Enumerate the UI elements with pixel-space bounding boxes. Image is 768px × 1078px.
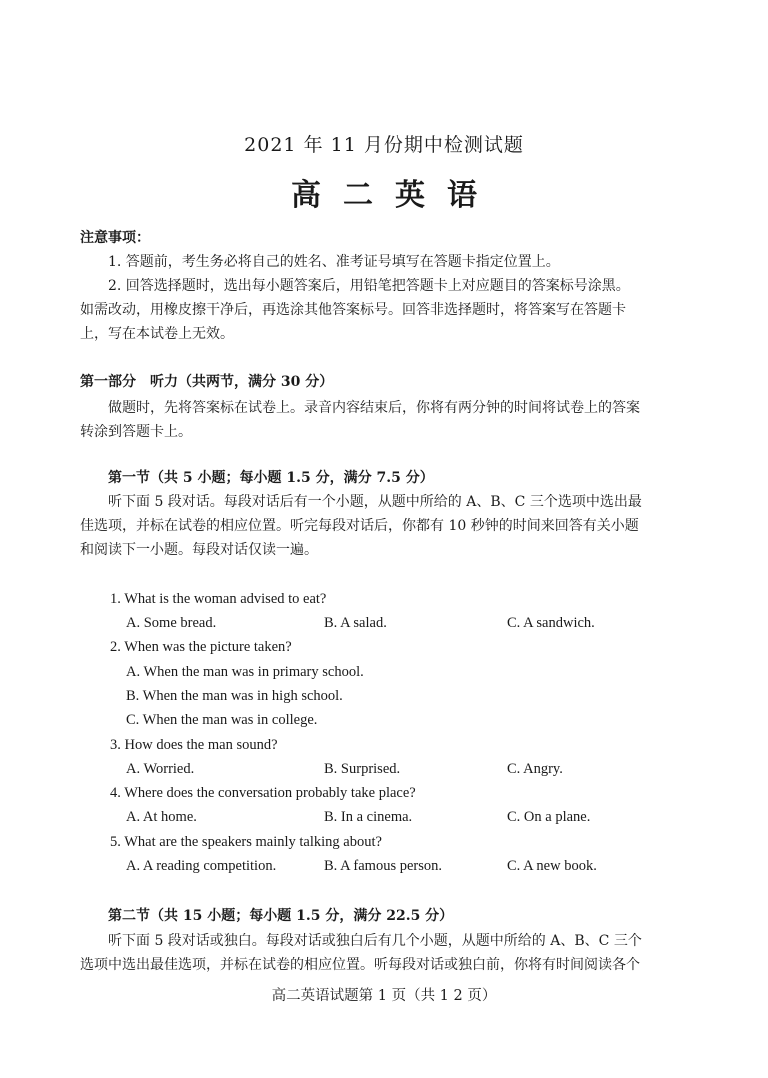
- section2-intro-line-2: 选项中选出最佳选项，并标在试卷的相应位置。听每段对话或独白前，你将有时间阅读各个: [80, 957, 640, 973]
- question-4-option-a: A. At home.: [126, 809, 197, 825]
- question-5-option-c: C. A new book.: [507, 858, 597, 874]
- question-3-stem: 3. How does the man sound?: [110, 737, 278, 753]
- notice-item-2-line-2: 如需改动，用橡皮擦干净后，再选涂其他答案标号。回答非选择题时，将答案写在答题卡: [80, 302, 626, 318]
- question-1-option-c: C. A sandwich.: [507, 615, 595, 631]
- question-2-option-a: A. When the man was in primary school.: [126, 664, 364, 680]
- section1-intro-line-1: 听下面 5 段对话。每段对话后有一个小题，从题中所给的 A、B、C 三个选项中选出最: [108, 494, 642, 510]
- section2-intro-line-1: 听下面 5 段对话或独白。每段对话或独白后有几个小题，从题中所给的 A、B、C 三个: [108, 933, 642, 949]
- question-2-option-c: C. When the man was in college.: [126, 712, 318, 728]
- notice-heading: 注意事项：: [80, 230, 150, 246]
- section1-intro-line-2: 佳选项，并标在试卷的相应位置。听完每段对话后，你都有 10 秒钟的时间来回答有关小题: [80, 518, 639, 534]
- exam-title: 2021 年 11 月份期中检测试题: [244, 134, 524, 156]
- question-3-option-c: C. Angry.: [507, 761, 563, 777]
- subject-title: 高二英语: [291, 178, 499, 213]
- notice-item-2-line-1: 2. 回答选择题时，选出每小题答案后，用铅笔把答题卡上对应题目的答案标号涂黑。: [108, 278, 630, 294]
- question-4-stem: 4. Where does the conversation probably take place?: [110, 785, 416, 801]
- section2-heading: 第二节（共 15 小题；每小题 1.5 分，满分 22.5 分）: [108, 908, 454, 924]
- question-3-option-b: B. Surprised.: [324, 761, 401, 777]
- part1-heading: 第一部分 听力（共两节，满分 30 分）: [80, 374, 334, 390]
- part1-intro-line-2: 转涂到答题卡上。: [80, 424, 192, 440]
- notice-item-1: 1. 答题前，考生务必将自己的姓名、准考证号填写在答题卡指定位置上。: [108, 254, 560, 270]
- notice-item-2-line-3: 上，写在本试卷上无效。: [80, 326, 234, 342]
- question-3-option-a: A. Worried.: [126, 761, 195, 777]
- part1-intro-line-1: 做题时，先将答案标在试卷上。录音内容结束后，你将有两分钟的时间将试卷上的答案: [108, 400, 640, 416]
- question-4-option-b: B. In a cinema.: [324, 809, 413, 825]
- question-2-stem: 2. When was the picture taken?: [110, 639, 292, 655]
- section1-heading: 第一节（共 5 小题；每小题 1.5 分，满分 7.5 分）: [108, 470, 434, 486]
- page-footer: 高二英语试题第 1 页（共 1 2 页）: [271, 988, 497, 1004]
- question-5-option-b: B. A famous person.: [324, 858, 443, 874]
- question-5-stem: 5. What are the speakers mainly talking about?: [110, 834, 382, 850]
- question-4-option-c: C. On a plane.: [507, 809, 591, 825]
- question-1-option-a: A. Some bread.: [126, 615, 217, 631]
- question-2-option-b: B. When the man was in high school.: [126, 688, 343, 704]
- question-1-stem: 1. What is the woman advised to eat?: [110, 591, 327, 607]
- question-5-option-a: A. A reading competition.: [126, 858, 277, 874]
- section1-intro-line-3: 和阅读下一小题。每段对话仅读一遍。: [80, 542, 318, 558]
- question-1-option-b: B. A salad.: [324, 615, 387, 631]
